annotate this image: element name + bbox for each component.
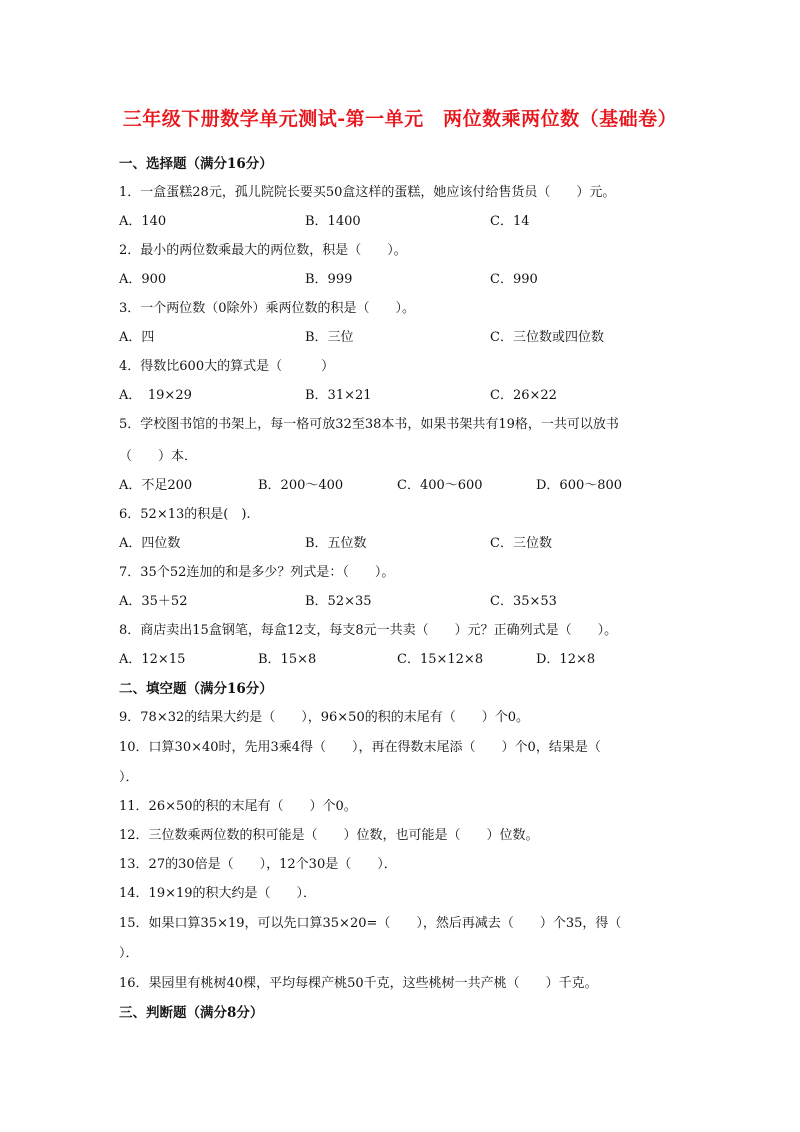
question-16: 16．果园里有桃树40棵，平均每棵产桃50千克，这些桃树一共产桃（ ）千克。: [119, 976, 598, 991]
section-heading-judge: 三、判断题（满分8分）: [119, 1005, 264, 1021]
question-1: 1．一盒蛋糕28元，孤儿院院长要买50盒这样的蛋糕，她应该付给售货员（ ）元。: [119, 185, 616, 200]
question-5: 5．学校图书馆的书架上，每一格可放32至38本书，如果书架共有19格，一共可以放书: [119, 417, 619, 432]
question-11: 11．26×50的积的末尾有（ ）个0。: [119, 799, 357, 814]
option-1b: B．1400: [305, 214, 361, 229]
option-5c: C．400～600: [397, 478, 483, 493]
option-7c: C．35×53: [490, 594, 557, 609]
question-10: 10．口算30×40时，先用3乘4得（ ），再在得数末尾添（ ）个0，结果是（: [119, 740, 601, 755]
option-7b: B．52×35: [305, 594, 372, 609]
question-4: 4．得数比600大的算式是（ ）: [119, 359, 335, 374]
option-2c: C．990: [490, 272, 538, 287]
option-3b: B．三位: [305, 330, 354, 345]
question-2: 2．最小的两位数乘最大的两位数，积是（ ）。: [119, 243, 407, 258]
question-13: 13．27的30倍是（ ），12个30是（ ）．: [119, 857, 397, 872]
option-1a: A．140: [119, 214, 167, 229]
question-6: 6．52×13的积是( ).: [119, 507, 251, 522]
option-4c: C．26×22: [490, 388, 557, 403]
question-12: 12．三位数乘两位数的积可能是（ ）位数，也可能是（ ）位数。: [119, 828, 539, 843]
question-14: 14．19×19的积大约是（ ）．: [119, 886, 317, 901]
question-3: 3．一个两位数（0除外）乘两位数的积是（ ）。: [119, 301, 416, 316]
option-3c: C．三位数或四位数: [490, 330, 604, 345]
option-3a: A．四: [119, 330, 155, 345]
option-1c: C．14: [490, 214, 530, 229]
question-10-continued: ）．: [119, 770, 139, 785]
option-5b: B．200～400: [258, 478, 344, 493]
option-6b: B．五位数: [305, 536, 367, 551]
option-2b: B．999: [305, 272, 353, 287]
option-5a: A．不足200: [119, 478, 193, 493]
question-8: 8．商店卖出15盒钢笔，每盒12支，每支8元一共卖（ ）元？正确列式是（ ）。: [119, 623, 618, 638]
question-7: 7．35个52连加的和是多少？列式是：（ ）。: [119, 565, 395, 580]
option-6a: A．四位数: [119, 536, 181, 551]
option-8c: C．15×12×8: [397, 652, 484, 667]
option-7a: A．35＋52: [119, 594, 188, 609]
option-8b: B．15×8: [258, 652, 317, 667]
option-4b: B．31×21: [305, 388, 372, 403]
page-title: 三年级下册数学单元测试-第一单元 两位数乘两位数（基础卷）: [122, 108, 678, 130]
option-5d: D．600～800: [536, 478, 623, 493]
question-15-continued: ）．: [119, 946, 139, 961]
option-2a: A．900: [119, 272, 167, 287]
question-15: 15．如果口算35×19，可以先口算35×20=（ ），然后再减去（ ）个35，得（: [119, 916, 622, 931]
option-4a: A． 19×29: [119, 388, 192, 403]
option-6c: C．三位数: [490, 536, 552, 551]
question-9: 9．78×32的结果大约是（ ），96×50的积的末尾有（ ）个0。: [119, 710, 529, 725]
section-heading-choice: 一、选择题（满分16分）: [119, 156, 273, 172]
question-5-continued: （ ）本．: [119, 449, 198, 464]
option-8d: D．12×8: [536, 652, 596, 667]
option-8a: A．12×15: [119, 652, 186, 667]
section-heading-fill: 二、填空题（满分16分）: [119, 681, 273, 697]
